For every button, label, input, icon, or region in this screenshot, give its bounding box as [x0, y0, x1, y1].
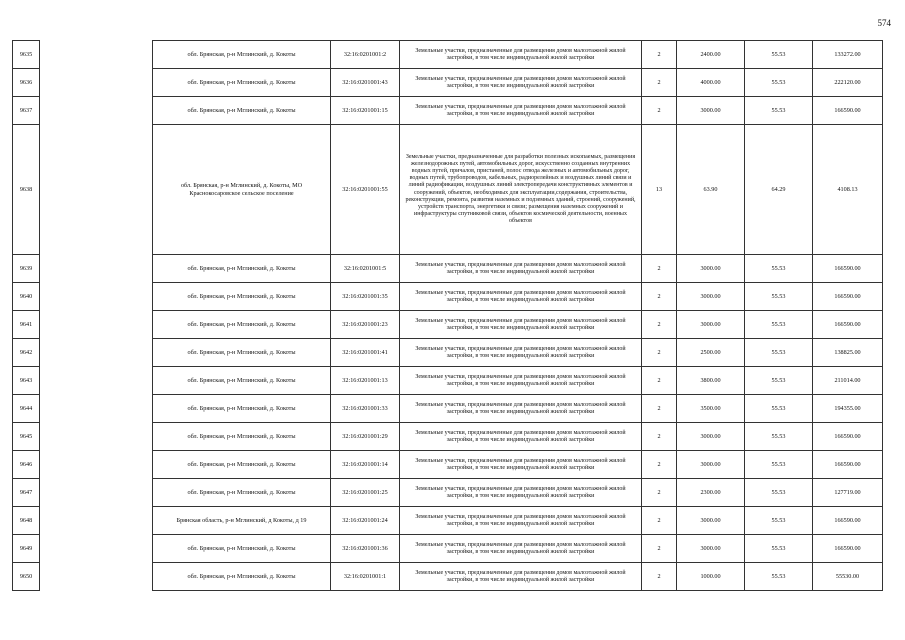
group-cell: 2: [642, 367, 677, 395]
specific-value-cell: 55.53: [745, 507, 813, 535]
specific-value-cell: 55.53: [745, 97, 813, 125]
land-use-cell: Земельные участки, предназначенные для размещения домов малоэтажной жилой застройки, в том числе индивидуальной жилой застройки: [400, 395, 642, 423]
address-cell: обл. Брянская, р-н Мглинский, д. Кокоты: [153, 311, 331, 339]
group-cell: 2: [642, 97, 677, 125]
cadastral-number-cell: 32:16:0201001:24: [331, 507, 400, 535]
cadastral-value-cell: 166590.00: [813, 283, 883, 311]
specific-value-cell: 55.53: [745, 339, 813, 367]
row-number: 9639: [13, 255, 40, 283]
group-cell: 2: [642, 255, 677, 283]
blank-cell: [40, 69, 153, 97]
area-cell: 3000.00: [677, 97, 745, 125]
row-number: 9646: [13, 451, 40, 479]
blank-cell: [40, 423, 153, 451]
table-row: [13, 507, 883, 535]
cadastral-number-cell: 32:16:0201001:14: [331, 451, 400, 479]
table-row: [13, 367, 883, 395]
group-cell: 2: [642, 41, 677, 69]
specific-value-cell: 55.53: [745, 41, 813, 69]
specific-value-cell: 55.53: [745, 367, 813, 395]
area-cell: 3000.00: [677, 283, 745, 311]
address-cell: обл. Брянская, р-н Мглинский, д. Кокоты: [153, 69, 331, 97]
area-cell: 3000.00: [677, 423, 745, 451]
table-row: [13, 69, 883, 97]
cadastral-value-cell: 166590.00: [813, 97, 883, 125]
address-cell: Брянская область, р-н Мглинский, д Кокоты, д 19: [153, 507, 331, 535]
area-cell: 3500.00: [677, 395, 745, 423]
cadastral-value-cell: 211014.00: [813, 367, 883, 395]
blank-cell: [40, 507, 153, 535]
address-cell: обл. Брянская, р-н Мглинский, д. Кокоты: [153, 367, 331, 395]
group-cell: 2: [642, 451, 677, 479]
area-cell: 3000.00: [677, 535, 745, 563]
cadastral-number-cell: 32:16:0201001:35: [331, 283, 400, 311]
group-cell: 2: [642, 479, 677, 507]
cadastral-value-cell: 222120.00: [813, 69, 883, 97]
cadastral-value-cell: 166590.00: [813, 255, 883, 283]
group-cell: 2: [642, 395, 677, 423]
specific-value-cell: 55.53: [745, 423, 813, 451]
address-cell: обл. Брянская, р-н Мглинский, д. Кокоты: [153, 97, 331, 125]
land-use-cell: Земельные участки, предназначенные для размещения домов малоэтажной жилой застройки, в том числе индивидуальной жилой застройки: [400, 423, 642, 451]
group-cell: 13: [642, 125, 677, 255]
land-use-cell: Земельные участки, предназначенные для размещения домов малоэтажной жилой застройки, в том числе индивидуальной жилой застройки: [400, 535, 642, 563]
address-cell: обл. Брянская, р-н Мглинский, д. Кокоты, МО Краснокосаровское сельское поселение: [153, 125, 331, 255]
specific-value-cell: 55.53: [745, 535, 813, 563]
row-number: 9636: [13, 69, 40, 97]
table-row: [13, 563, 883, 591]
cadastral-value-cell: 166590.00: [813, 311, 883, 339]
blank-cell: [40, 367, 153, 395]
blank-cell: [40, 563, 153, 591]
table-body: [13, 41, 883, 591]
area-cell: 3800.00: [677, 367, 745, 395]
blank-cell: [40, 97, 153, 125]
table-row: [13, 339, 883, 367]
address-cell: обл. Брянская, р-н Мглинский, д. Кокоты: [153, 41, 331, 69]
land-use-cell: Земельные участки, предназначенные для размещения домов малоэтажной жилой застройки, в том числе индивидуальной жилой застройки: [400, 311, 642, 339]
specific-value-cell: 55.53: [745, 69, 813, 97]
table-row: [13, 41, 883, 69]
blank-cell: [40, 311, 153, 339]
specific-value-cell: 55.53: [745, 479, 813, 507]
group-cell: 2: [642, 535, 677, 563]
land-use-cell: Земельные участки, предназначенные для размещения домов малоэтажной жилой застройки, в том числе индивидуальной жилой застройки: [400, 41, 642, 69]
table-row: [13, 283, 883, 311]
page-number: 574: [877, 18, 891, 28]
area-cell: 3000.00: [677, 507, 745, 535]
row-number: 9640: [13, 283, 40, 311]
cadastral-value-cell: 4108.13: [813, 125, 883, 255]
table-row: [13, 395, 883, 423]
blank-cell: [40, 339, 153, 367]
row-number: 9642: [13, 339, 40, 367]
table-row: [13, 255, 883, 283]
cadastral-number-cell: 32:16:0201001:2: [331, 41, 400, 69]
cadastral-number-cell: 32:16:0201001:5: [331, 255, 400, 283]
cadastral-value-cell: 166590.00: [813, 507, 883, 535]
land-use-cell: Земельные участки, предназначенные для размещения домов малоэтажной жилой застройки, в том числе индивидуальной жилой застройки: [400, 283, 642, 311]
cadastral-number-cell: 32:16:0201001:55: [331, 125, 400, 255]
land-use-cell: Земельные участки, предназначенные для размещения домов малоэтажной жилой застройки, в том числе индивидуальной жилой застройки: [400, 451, 642, 479]
address-cell: обл. Брянская, р-н Мглинский, д. Кокоты: [153, 255, 331, 283]
cadastral-number-cell: 32:16:0201001:29: [331, 423, 400, 451]
address-cell: обл. Брянская, р-н Мглинский, д. Кокоты: [153, 451, 331, 479]
cadastral-number-cell: 32:16:0201001:41: [331, 339, 400, 367]
area-cell: 63.90: [677, 125, 745, 255]
group-cell: 2: [642, 311, 677, 339]
area-cell: 3000.00: [677, 311, 745, 339]
specific-value-cell: 55.53: [745, 283, 813, 311]
land-use-cell: Земельные участки, предназначенные для размещения домов малоэтажной жилой застройки, в том числе индивидуальной жилой застройки: [400, 69, 642, 97]
cadastral-value-cell: 166590.00: [813, 423, 883, 451]
blank-cell: [40, 479, 153, 507]
cadastral-number-cell: 32:16:0201001:1: [331, 563, 400, 591]
address-cell: обл. Брянская, р-н Мглинский, д. Кокоты: [153, 479, 331, 507]
blank-cell: [40, 395, 153, 423]
row-number: 9645: [13, 423, 40, 451]
row-number: 9641: [13, 311, 40, 339]
row-number: 9648: [13, 507, 40, 535]
blank-cell: [40, 283, 153, 311]
group-cell: 2: [642, 423, 677, 451]
land-use-cell: Земельные участки, предназначенные для размещения домов малоэтажной жилой застройки, в том числе индивидуальной жилой застройки: [400, 507, 642, 535]
land-use-cell: Земельные участки, предназначенные для размещения домов малоэтажной жилой застройки, в том числе индивидуальной жилой застройки: [400, 339, 642, 367]
area-cell: 2500.00: [677, 339, 745, 367]
specific-value-cell: 55.53: [745, 311, 813, 339]
blank-cell: [40, 41, 153, 69]
cadastral-number-cell: 32:16:0201001:33: [331, 395, 400, 423]
land-use-cell: Земельные участки, предназначенные для размещения домов малоэтажной жилой застройки, в том числе индивидуальной жилой застройки: [400, 479, 642, 507]
area-cell: 4000.00: [677, 69, 745, 97]
group-cell: 2: [642, 507, 677, 535]
area-cell: 3000.00: [677, 451, 745, 479]
land-use-cell: Земельные участки, предназначенные для разработки полезных ископаемых, размещения железнодорожных путей, автомобильных дорог, искусственно созданных внутренних водных путей, причалов, пристаней, полос отвода железных и автомобильных дорог, водных путей, трубопроводов, кабельных, радиорелейных и воздушных линий связи и линий радиофикации, воздушных линий электропередачи конструктивных элементов и сооружений, объектов, необходимых для эксплуатации,содержания, строительства, реконструкции, ремонта, развития наземных и подземных зданий, строений, сооружений, устройств транспорта, энергетики и связи; размещения наземных сооружений и инфраструктуры спутниковой связи, объектов космической деятельности, военных объектов: [400, 125, 642, 255]
specific-value-cell: 55.53: [745, 451, 813, 479]
table-row: [13, 97, 883, 125]
table-row: [13, 479, 883, 507]
row-number: 9643: [13, 367, 40, 395]
land-use-cell: Земельные участки, предназначенные для размещения домов малоэтажной жилой застройки, в том числе индивидуальной жилой застройки: [400, 367, 642, 395]
cadastral-number-cell: 32:16:0201001:25: [331, 479, 400, 507]
row-number: 9635: [13, 41, 40, 69]
blank-cell: [40, 451, 153, 479]
row-number: 9649: [13, 535, 40, 563]
cadastral-number-cell: 32:16:0201001:13: [331, 367, 400, 395]
group-cell: 2: [642, 283, 677, 311]
cadastral-value-cell: 55530.00: [813, 563, 883, 591]
row-number: 9638: [13, 125, 40, 255]
table-row: [13, 535, 883, 563]
area-cell: 2400.00: [677, 41, 745, 69]
address-cell: обл. Брянская, р-н Мглинский, д. Кокоты: [153, 535, 331, 563]
specific-value-cell: 55.53: [745, 255, 813, 283]
specific-value-cell: 64.29: [745, 125, 813, 255]
table-row: [13, 125, 883, 255]
table-row: [13, 423, 883, 451]
blank-cell: [40, 125, 153, 255]
cadastral-number-cell: 32:16:0201001:15: [331, 97, 400, 125]
specific-value-cell: 55.53: [745, 395, 813, 423]
table-row: [13, 311, 883, 339]
blank-cell: [40, 255, 153, 283]
group-cell: 2: [642, 339, 677, 367]
address-cell: обл. Брянская, р-н Мглинский, д. Кокоты: [153, 339, 331, 367]
address-cell: обл. Брянская, р-н Мглинский, д. Кокоты: [153, 283, 331, 311]
group-cell: 2: [642, 69, 677, 97]
row-number: 9647: [13, 479, 40, 507]
address-cell: обл. Брянская, р-н Мглинский, д. Кокоты: [153, 563, 331, 591]
group-cell: 2: [642, 563, 677, 591]
row-number: 9650: [13, 563, 40, 591]
blank-cell: [40, 535, 153, 563]
cadastral-value-cell: 133272.00: [813, 41, 883, 69]
address-cell: обл. Брянская, р-н Мглинский, д. Кокоты: [153, 395, 331, 423]
land-use-cell: Земельные участки, предназначенные для размещения домов малоэтажной жилой застройки, в том числе индивидуальной жилой застройки: [400, 255, 642, 283]
cadastral-value-table: [12, 40, 883, 591]
area-cell: 2300.00: [677, 479, 745, 507]
address-cell: обл. Брянская, р-н Мглинский, д. Кокоты: [153, 423, 331, 451]
land-use-cell: Земельные участки, предназначенные для размещения домов малоэтажной жилой застройки, в том числе индивидуальной жилой застройки: [400, 563, 642, 591]
cadastral-number-cell: 32:16:0201001:23: [331, 311, 400, 339]
row-number: 9637: [13, 97, 40, 125]
area-cell: 3000.00: [677, 255, 745, 283]
row-number: 9644: [13, 395, 40, 423]
cadastral-number-cell: 32:16:0201001:43: [331, 69, 400, 97]
cadastral-value-cell: 194355.00: [813, 395, 883, 423]
cadastral-value-cell: 138825.00: [813, 339, 883, 367]
land-use-cell: Земельные участки, предназначенные для размещения домов малоэтажной жилой застройки, в том числе индивидуальной жилой застройки: [400, 97, 642, 125]
cadastral-value-cell: 166590.00: [813, 535, 883, 563]
specific-value-cell: 55.53: [745, 563, 813, 591]
cadastral-value-cell: 127719.00: [813, 479, 883, 507]
table-row: [13, 451, 883, 479]
cadastral-number-cell: 32:16:0201001:36: [331, 535, 400, 563]
area-cell: 1000.00: [677, 563, 745, 591]
cadastral-value-cell: 166590.00: [813, 451, 883, 479]
